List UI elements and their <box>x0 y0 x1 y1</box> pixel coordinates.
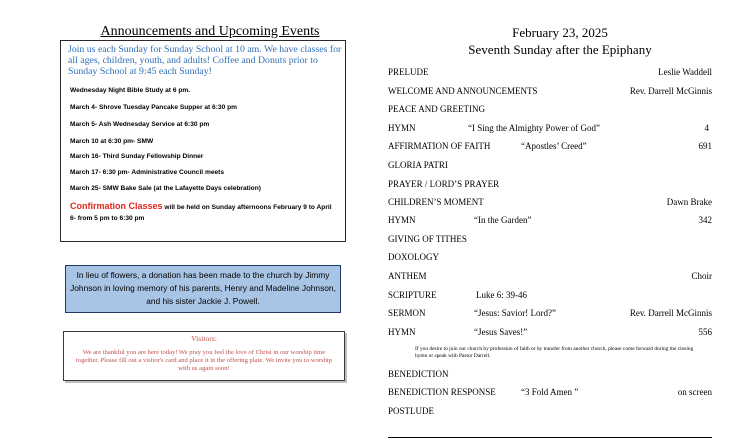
order-item-name: HYMN <box>388 123 416 133</box>
order-item-leader: Rev. Darrell McGinnis <box>629 86 712 96</box>
order-item-name: PRELUDE <box>388 67 429 77</box>
order-item-title: “Jesus Saves!” <box>474 327 528 337</box>
event-item: March 5- Ash Wednesday Service at 6:30 pm <box>70 121 210 128</box>
announcements-title: Announcements and Upcoming Events <box>100 24 320 39</box>
order-item-name: ANTHEM <box>388 271 427 281</box>
order-item-name: HYMN <box>388 327 416 337</box>
announcements-intro: Join us each Sunday for Sunday School at 10 am. We have classes for all ages, children, youth, and adults! Coffee and Donuts prior to Sunday School at 9:45 each Sunday! <box>68 44 342 77</box>
order-item <box>388 104 712 118</box>
scripture-reference: Luke 6: 39-46 <box>476 290 527 300</box>
order-item <box>388 308 712 322</box>
order-item <box>388 252 712 266</box>
order-item-name: WELCOME AND ANNOUNCEMENTS <box>388 86 538 96</box>
order-item-name: SERMON <box>388 308 426 318</box>
order-item <box>388 387 712 401</box>
service-date: February 23, 2025 <box>512 25 608 40</box>
order-item <box>388 234 712 248</box>
event-item: March 10 at 6:30 pm- SMW <box>70 138 154 145</box>
order-item-name: BENEDICTION <box>388 369 449 379</box>
order-item <box>388 141 712 155</box>
sermon-title: “Jesus: Savior! Lord?” <box>474 308 556 318</box>
event-item: March 25- SMW Bake Sale (at the Lafayette Days celebration) <box>70 185 261 192</box>
order-item-leader: Rev. Darrell McGinnis <box>629 308 712 318</box>
order-item-name: HYMN <box>388 215 416 225</box>
order-item <box>388 215 712 229</box>
order-item-title: “3 Fold Amen ” <box>521 387 579 397</box>
order-item-leader: Leslie Waddell <box>658 67 712 77</box>
order-item <box>388 86 712 100</box>
liturgical-sunday: Seventh Sunday after the Epiphany <box>468 42 652 57</box>
visitors-message: We are thankful you are here today! We pray you feel the love of Christ in our worship time together. Please fill out a visitor's card and place it in the offering plate. We invite you to worship with us again soon! <box>75 349 333 372</box>
order-item <box>388 369 712 383</box>
hymn-number: 4 <box>704 123 709 133</box>
membership-note: If you desire to join our church by profession of faith or by transfer from another church, please come forward during the closing hymn or speak with Pastor Darrell. <box>415 346 694 359</box>
order-item-title: “Apostles’ Creed” <box>521 141 587 151</box>
order-item-title: “In the Garden” <box>474 215 532 225</box>
event-item: March 4- Shrove Tuesday Pancake Supper at 6:30 pm <box>70 104 237 111</box>
bottom-divider <box>388 437 712 438</box>
order-item-name: BENEDICTION RESPONSE <box>388 387 496 397</box>
order-item <box>388 197 712 211</box>
order-item <box>388 290 712 304</box>
event-item: March 17- 6:30 pm- Administrative Council meets <box>70 169 225 176</box>
order-item-name: DOXOLOGY <box>388 252 439 262</box>
order-item-note: on screen <box>677 387 712 397</box>
order-item <box>388 123 712 137</box>
order-item-leader: Dawn Brake <box>666 197 712 207</box>
order-item-name: AFFIRMATION OF FAITH <box>388 141 491 151</box>
order-item-title: “I Sing the Almighty Power of God” <box>468 123 600 133</box>
order-item <box>388 271 712 285</box>
memorial-text: In lieu of flowers, a donation has been made to the church by Jimmy Johnson in loving memory of his parents, Henry and Madeline Johnson, and his sister Jackie J. Powell. <box>70 270 336 306</box>
event-item: March 16- Third Sunday Fellowship Dinner <box>70 153 204 160</box>
order-item-name: GLORIA PATRI <box>388 160 448 170</box>
order-item-name: CHILDREN’S MOMENT <box>388 197 484 207</box>
hymnal-page: 691 <box>698 141 712 151</box>
order-item <box>388 406 712 420</box>
order-item <box>388 160 712 174</box>
visitors-title: Visitors: <box>191 334 217 343</box>
order-item <box>388 67 712 81</box>
order-item-leader: Choir <box>691 271 712 281</box>
order-item-name: GIVING OF TITHES <box>388 234 467 244</box>
order-item <box>388 327 712 341</box>
confirmation-classes-note <box>70 201 338 224</box>
order-item-name: PEACE AND GREETING <box>388 104 485 114</box>
hymn-number: 342 <box>698 215 712 225</box>
order-item <box>388 179 712 193</box>
confirmation-classes-details: will be held on Sunday afternoons February 9 to April 6- from 5 pm to 6:30 pm <box>70 204 332 222</box>
confirmation-classes-heading: Confirmation Classes <box>70 201 163 211</box>
order-item-name: PRAYER / LORD’S PRAYER <box>388 179 500 189</box>
event-item: Wednesday Night Bible Study at 6 pm. <box>70 87 191 94</box>
hymn-number: 556 <box>698 327 712 337</box>
order-item-name: POSTLUDE <box>388 406 435 416</box>
order-item-name: SCRIPTURE <box>388 290 437 300</box>
